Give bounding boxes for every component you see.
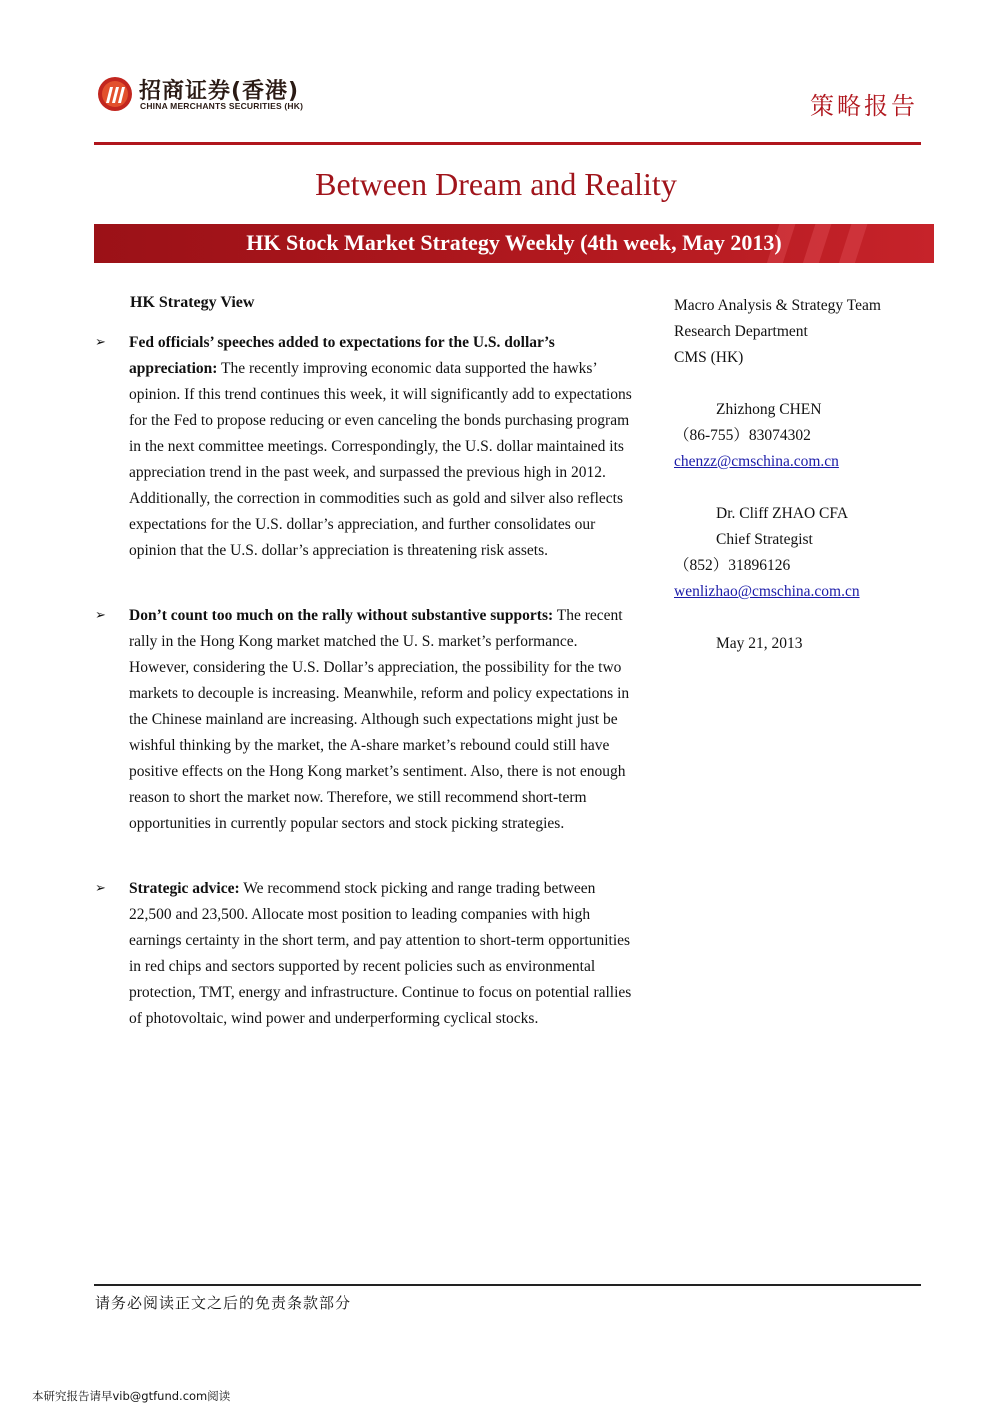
title-banner bbox=[94, 224, 934, 263]
bullet-heading: Don’t count too much on the rally without substantive supports: bbox=[129, 607, 554, 624]
bullet-text bbox=[129, 330, 635, 564]
bullet-item bbox=[95, 330, 635, 564]
report-type-label: 策略报告 bbox=[810, 92, 918, 120]
department-name: Research Department bbox=[674, 323, 808, 340]
analyst-email-link[interactable]: wenlizhao@cmschina.com.cn bbox=[674, 583, 860, 600]
arrow-bullet-icon: ➢ bbox=[95, 335, 106, 350]
team-name: Macro Analysis & Strategy Team bbox=[674, 297, 881, 314]
analyst-name: Zhizhong CHEN bbox=[716, 401, 822, 418]
bullet-text bbox=[129, 876, 635, 1032]
company-logo bbox=[97, 74, 327, 118]
logo-chinese-name: 招商证券(香港) bbox=[139, 79, 300, 104]
report-date: May 21, 2013 bbox=[716, 635, 803, 652]
section-heading: HK Strategy View bbox=[130, 294, 255, 311]
arrow-bullet-icon: ➢ bbox=[95, 881, 106, 896]
analyst-phone: （852）31896126 bbox=[674, 557, 791, 574]
analyst-email-link[interactable]: chenzz@cmschina.com.cn bbox=[674, 453, 839, 470]
footer-divider bbox=[94, 1284, 921, 1286]
header-divider bbox=[94, 142, 921, 145]
bullet-item bbox=[95, 876, 635, 1032]
download-watermark: 本研究报告请早vib@gtfund.com阅读 bbox=[32, 1389, 231, 1403]
analyst-name: Dr. Cliff ZHAO CFA bbox=[716, 505, 849, 522]
disclaimer-notice: 请务必阅读正文之后的免责条款部分 bbox=[95, 1294, 352, 1312]
analyst-phone: （86-755）83074302 bbox=[674, 427, 811, 444]
logo-emblem-icon bbox=[97, 76, 133, 112]
analyst-title: Chief Strategist bbox=[716, 531, 813, 548]
bullet-body: We recommend stock picking and range trading between 22,500 and 23,500. Allocate most position to leading companies with high earnings certainty in the short term, and pay attention to short-term opportunities in red chips and sectors supported by recent policies such as environmental protection, TMT, energy and infrastructure. Continue to focus on potential rallies of photovoltaic, wind power and underperforming cyclical stocks. bbox=[129, 880, 632, 1027]
logo-english-name: CHINA MERCHANTS SECURITIES (HK) bbox=[140, 101, 304, 111]
arrow-bullet-icon: ➢ bbox=[95, 608, 106, 623]
banner-subtitle: HK Stock Market Strategy Weekly (4th week, May 2013) bbox=[246, 230, 782, 255]
author-info bbox=[674, 293, 881, 657]
bullet-heading: Strategic advice: bbox=[129, 880, 240, 897]
bullet-heading: Fed officials’ speeches added to expectations for the U.S. dollar’s appreciation: bbox=[129, 334, 555, 377]
bullet-body: The recently improving economic data supported the hawks’ opinion. If this trend continues this week, it will significantly add to expectations for the Fed to propose reducing or even canceling the bonds purchasing program in the next committee meetings. Correspondingly, the U.S. dollar maintained its appreciation trend in the past week, and surpassed the previous high in 2012. Additionally, the correction in commodities such as gold and silver also reflects expectations for the U.S. dollar’s appreciation, and further consolidates our opinion that the U.S. dollar’s appreciation is threatening risk assets. bbox=[129, 360, 632, 559]
bullet-text bbox=[129, 603, 635, 837]
bullet-item bbox=[95, 603, 635, 837]
report-title: Between Dream and Reality bbox=[315, 166, 677, 202]
company-name: CMS (HK) bbox=[674, 349, 744, 366]
bullet-body: The recent rally in the Hong Kong market matched the U. S. market’s performance. However, considering the U.S. Dollar’s appreciation, the possibility for the two markets to decouple is increasing. Meanwhile, reform and policy expectations in the Chinese mainland are increasing. Although such expectations might just be wishful thinking by the market, the A-share market’s rebound could still have positive effects on the Hong Kong market’s sentiment. Also, there is not enough reason to short the market now. Therefore, we still recommend short-term opportunities in currently popular sectors and stock picking strategies. bbox=[129, 607, 630, 832]
